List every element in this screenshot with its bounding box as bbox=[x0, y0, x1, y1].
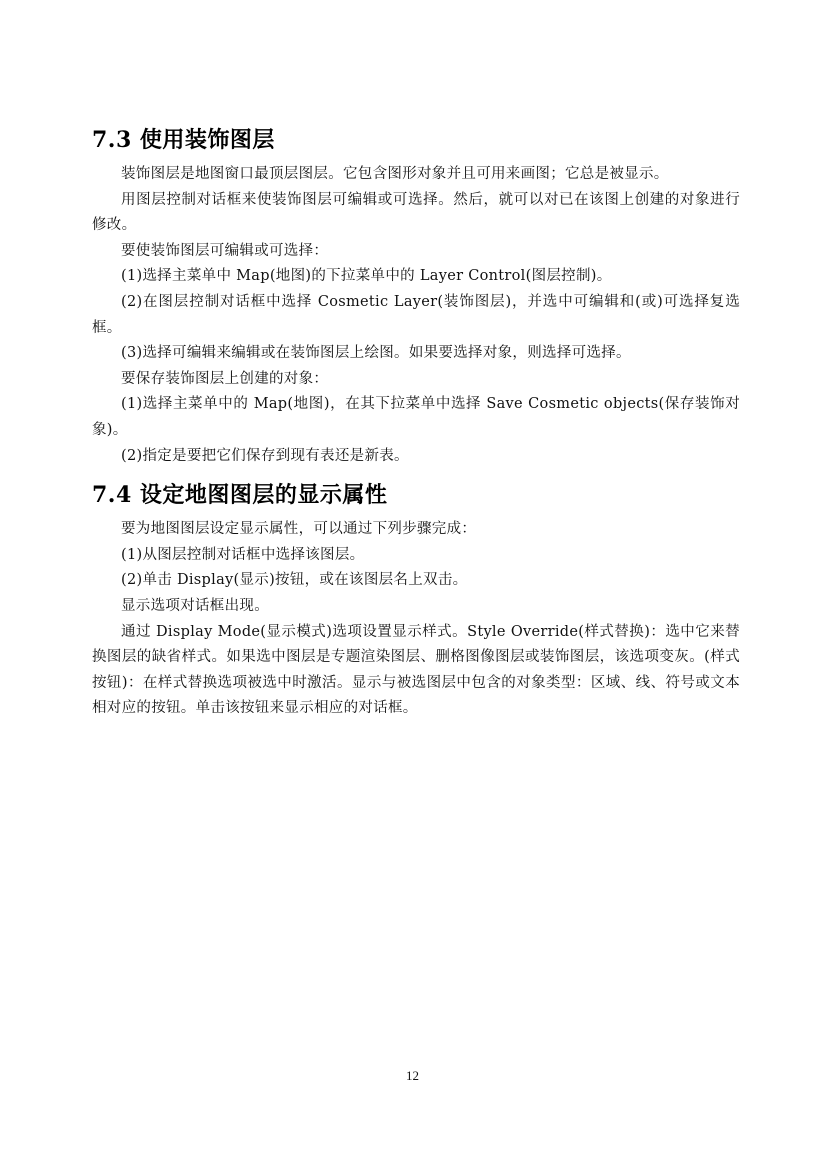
paragraph: 显示选项对话框出现。 bbox=[121, 597, 269, 614]
paragraph: 要保存装饰图层上创建的对象： bbox=[121, 370, 329, 387]
list-item: (2)单击 Display(显示)按钮，或在该图层名上双击。 bbox=[121, 572, 468, 589]
paragraph: 要为地图图层设定显示属性，可以通过下列步骤完成： bbox=[121, 521, 477, 538]
page-content bbox=[92, 122, 740, 722]
list-item: (1)从图层控制对话框中选择该图层。 bbox=[121, 546, 365, 563]
section-body bbox=[92, 162, 740, 469]
section-heading: 7.4 设定地图图层的显示属性 bbox=[92, 482, 388, 509]
section-7-4 bbox=[92, 477, 740, 722]
list-item: (2)在图层控制对话框中选择 Cosmetic Layer(装饰图层)，并选中可编辑和(或)可选择复选框。 bbox=[92, 293, 740, 336]
list-item: (1)选择主菜单中 Map(地图)的下拉菜单中的 Layer Control(图层控制)。 bbox=[121, 268, 612, 285]
list-item: (1)选择主菜单中的 Map(地图)，在其下拉菜单中选择 Save Cosmetic objects(保存装饰对象)。 bbox=[92, 396, 740, 438]
section-7-3 bbox=[92, 122, 740, 469]
paragraph: 用图层控制对话框来使装饰图层可编辑或可选择。然后，就可以对已在该图上创建的对象进行修改。 bbox=[92, 191, 740, 234]
list-item: (2)指定是要把它们保存到现有表还是新表。 bbox=[121, 447, 409, 464]
page-number: 12 bbox=[406, 1068, 419, 1083]
list-item: (3)选择可编辑来编辑或在装饰图层上绘图。如果要选择对象，则选择可选择。 bbox=[121, 345, 631, 362]
section-body bbox=[92, 517, 740, 722]
paragraph: 通过 Display Mode(显示模式)选项设置显示样式。Style Override(样式替换)：选中它来替换图层的缺省样式。如果选中图层是专题渲染图层、删格图像图层或装饰图层，该选项变灰。(样式按钮)：在样式替换选项被选中时激活。显示与被选图层中包含的对象类型：区域、线、符号或文本相对应的按钮。单击该按钮来显示相应的对话框。 bbox=[92, 623, 740, 717]
section-heading: 7.3 使用装饰图层 bbox=[92, 127, 275, 153]
paragraph: 要使装饰图层可编辑或可选择： bbox=[121, 242, 329, 259]
paragraph: 装饰图层是地图窗口最顶层图层。它包含图形对象并且可用来画图；它总是被显示。 bbox=[121, 166, 669, 182]
